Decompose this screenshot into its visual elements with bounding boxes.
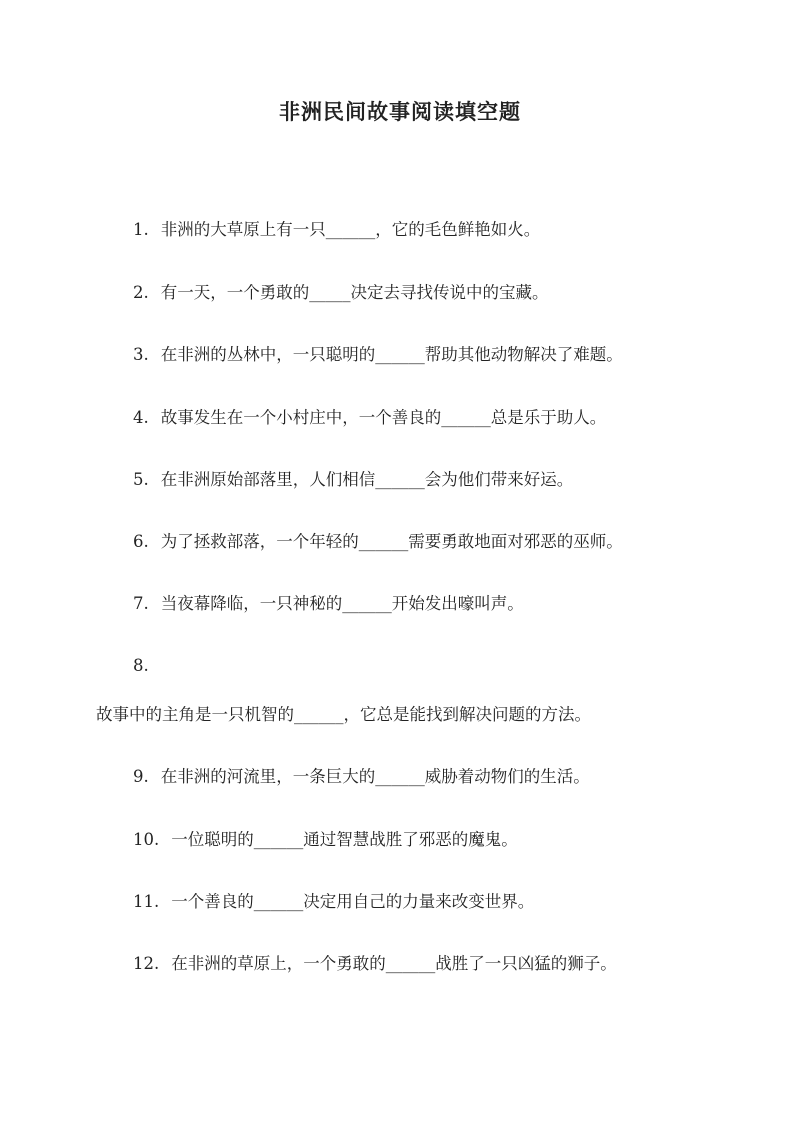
question-8-number [133,654,149,678]
page-title: 非洲民间故事阅读填空题 [279,99,521,124]
question-4 [133,406,606,430]
question-number: 10. [133,830,160,849]
question-9 [133,765,590,789]
question-text: 为了拯救部落，一个年轻的______需要勇敢地面对邪恶的巫师。 [160,532,623,551]
question-text: 故事中的主角是一只机智的______，它总是能找到解决问题的方法。 [96,705,591,724]
question-number: 12. [133,954,160,973]
question-text: 在非洲原始部落里，人们相信______会为他们带来好运。 [160,470,574,489]
question-5 [133,468,573,492]
question-text: 一个善良的______决定用自己的力量来改变世界。 [171,892,535,911]
question-6 [133,530,623,554]
question-text: 故事发生在一个小村庄中，一个善良的______总是乐于助人。 [160,408,607,427]
question-8 [96,703,591,727]
question-1 [133,218,540,242]
question-number: 1. [133,220,149,239]
question-text: 在非洲的丛林中，一只聪明的______帮助其他动物解决了难题。 [160,345,623,364]
question-number: 6. [133,532,149,551]
question-number: 2. [133,283,149,302]
question-text: 有一天，一个勇敢的_____决定去寻找传说中的宝藏。 [160,283,549,302]
question-7 [133,592,524,616]
question-text: 在非洲的河流里，一条巨大的______威胁着动物们的生活。 [160,767,590,786]
question-text: 当夜幕降临，一只神秘的______开始发出嚎叫声。 [160,594,524,613]
question-text: 非洲的大草原上有一只______，它的毛色鲜艳如火。 [160,220,541,239]
question-12 [133,952,617,976]
question-10 [133,828,518,852]
question-number: 11. [133,892,160,911]
question-number: 5. [133,470,149,489]
question-number: 8. [133,656,149,675]
question-number: 4. [133,408,149,427]
question-number: 3. [133,345,149,364]
question-text: 在非洲的草原上，一个勇敢的______战胜了一只凶猛的狮子。 [171,954,617,973]
question-3 [133,343,623,367]
question-number: 9. [133,767,149,786]
question-11 [133,890,534,914]
question-text: 一位聪明的______通过智慧战胜了邪恶的魔鬼。 [171,830,518,849]
question-2 [133,281,549,305]
question-number: 7. [133,594,149,613]
